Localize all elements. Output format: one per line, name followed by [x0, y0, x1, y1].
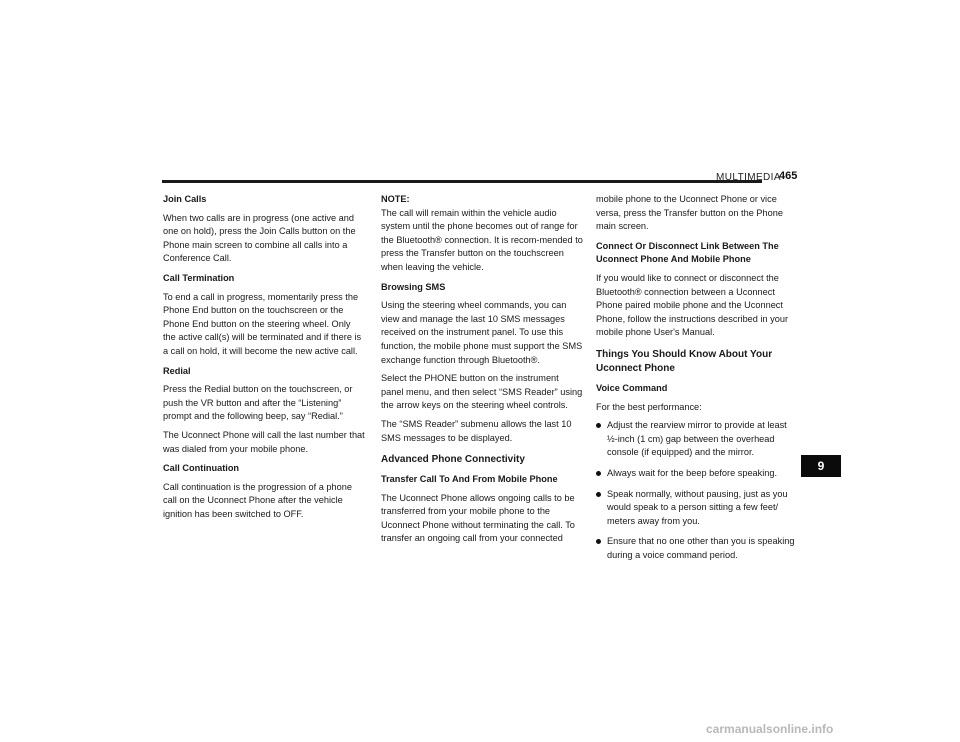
column-3 — [596, 193, 798, 569]
column-1 — [163, 193, 365, 526]
page-number: 465 — [779, 170, 798, 182]
column-2 — [381, 193, 583, 551]
bullet-list — [596, 419, 798, 562]
heading-voice-command: Voice Command — [596, 382, 668, 393]
watermark: carmanualsonline.info — [706, 722, 834, 736]
section-title: MULTIMEDIA — [716, 172, 781, 183]
header-rule — [162, 180, 762, 183]
paragraph-connect-disconnect: If you would like to connect or disconnect the Bluetooth® connection between a Uconnect Phone paired mobile phone and the Uconnect Phone, follow the instructions described in your mobile phone User's Manual. — [596, 272, 789, 338]
heading-redial: Redial — [163, 365, 191, 376]
list-item: Ensure that no one other than you is speaking during a voice command period. — [596, 535, 798, 562]
paragraph-redial-1: Press the Redial button on the touchscreen, or push the VR button and after the “Listening” prompt and the following beep, say “Redial.” — [163, 384, 353, 422]
paragraph-browsing-sms-3: The “SMS Reader” submenu allows the last 10 SMS messages to be displayed. — [381, 418, 572, 443]
paragraph-call-termination: To end a call in progress, momentarily press the Phone End button on the touchscreen or the Phone End button on the steering wheel. Only the active call(s) will be terminated and if there is a call on hold, it will become the new active call. — [163, 291, 362, 356]
heading-call-termination: Call Termination — [163, 272, 235, 283]
paragraph-browsing-sms-1: Using the steering wheel commands, you can view and manage the last 10 SMS messages received on the instrument panel. To use this function, the mobile phone must support the SMS exchange function through Bluetooth®. — [381, 300, 583, 365]
bullet-icon — [596, 423, 601, 428]
paragraph-best-performance: For the best performance: — [596, 401, 702, 412]
chapter-tab: 9 — [801, 455, 841, 477]
heading-call-continuation: Call Continuation — [163, 463, 240, 474]
paragraph-transfer-call: The Uconnect Phone allows ongoing calls to be transferred from your mobile phone to the Uconnect Phone without terminating the call. To transfer an ongoing call from your connected — [381, 492, 575, 544]
paragraph-browsing-sms-2: Select the PHONE button on the instrument panel menu, and then select “SMS Reader” using the arrow keys on the steering wheel controls. — [381, 373, 583, 411]
heading-advanced-phone-connectivity: Advanced Phone Connectivity — [381, 454, 525, 466]
bullet-icon — [596, 492, 601, 497]
note-body: The call will remain within the vehicle audio system until the phone becomes out of range for the Bluetooth® connection. It is recom-mended to press the Transfer button on the touchscreen when leaving the vehicle. — [381, 207, 583, 272]
list-item: Speak normally, without pausing, just as you would speak to a person sitting a few feet/ meters away from you. — [596, 488, 798, 529]
paragraph-redial-2: The Uconnect Phone will call the last number that was dialed from your mobile phone. — [163, 429, 365, 454]
list-item: Always wait for the beep before speaking. — [596, 467, 798, 481]
heading-connect-disconnect: Connect Or Disconnect Link Between The Uconnect Phone And Mobile Phone — [596, 240, 779, 265]
note-block — [381, 193, 583, 275]
heading-things-to-know: Things You Should Know About Your Uconnect Phone — [596, 348, 773, 374]
bullet-icon — [596, 539, 601, 544]
heading-join-calls: Join Calls — [163, 194, 207, 204]
heading-transfer-call: Transfer Call To And From Mobile Phone — [381, 474, 558, 485]
paragraph-join-calls: When two calls are in progress (one active and one on hold), press the Join Calls button on the Phone main screen to combine all calls into a Conference Call. — [163, 212, 356, 264]
bullet-icon — [596, 471, 601, 476]
note-label: NOTE: — [381, 194, 410, 204]
list-item: Adjust the rearview mirror to provide at least ½-inch (1 cm) gap between the overhead console (if equipped) and the mirror. — [596, 419, 798, 460]
paragraph-transfer-continued: mobile phone to the Uconnect Phone or vice versa, press the Transfer button on the Phone main screen. — [596, 194, 783, 232]
heading-browsing-sms: Browsing SMS — [381, 281, 446, 292]
paragraph-call-continuation: Call continuation is the progression of a phone call on the Uconnect Phone after the vehicle ignition has been switched to OFF. — [163, 481, 352, 519]
